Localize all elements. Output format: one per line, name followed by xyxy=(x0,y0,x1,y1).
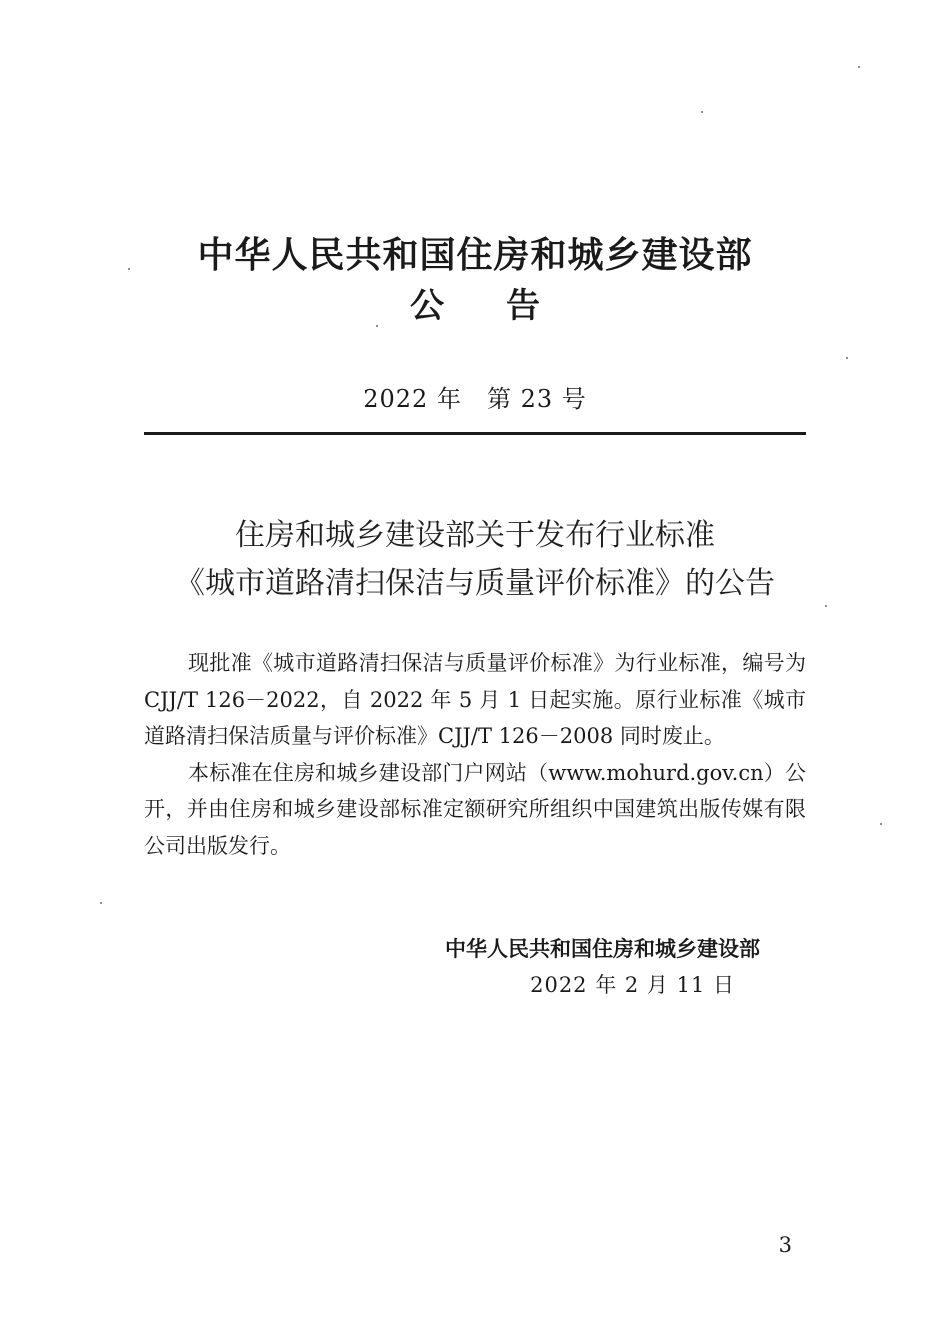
notice-title xyxy=(0,282,950,330)
signature-date: 2022 年 2 月 11 日 xyxy=(530,973,735,997)
body-paragraph-2: 本标准在住房和城乡建设部门户网站（www.mohurd.gov.cn）公开，并由住房和城乡建设部标准定额研究所组织中国建筑出版传媒有限公司出版发行。 xyxy=(144,760,806,858)
notice-number: 2022 年 第 23 号 xyxy=(363,385,587,413)
document-heading-line-2: 《城市道路清扫保洁与质量评价标准》的公告 xyxy=(175,566,775,601)
page-number: 3 xyxy=(778,1233,792,1257)
notice-title-char-2: 告 xyxy=(506,286,540,326)
document-heading-line-1: 住房和城乡建设部关于发布行业标准 xyxy=(235,518,715,553)
header-divider xyxy=(144,432,806,435)
signature-organization: 中华人民共和国住房和城乡建设部 xyxy=(445,937,760,961)
scan-speck xyxy=(701,111,703,113)
scan-speck xyxy=(376,325,378,327)
body-paragraph-1: 现批准《城市道路清扫保洁与质量评价标准》为行业标准，编号为 CJJ/T 126－2022，自 2022 年 5 月 1 日起实施。原行业标准《城市道路清扫保洁质量与评价标准》CJJ/T 126－2008 同时废止。 xyxy=(144,651,806,748)
scan-speck xyxy=(858,66,860,68)
scan-speck xyxy=(880,823,882,825)
scan-speck xyxy=(100,902,102,904)
body-text xyxy=(144,645,806,864)
document-heading xyxy=(0,512,950,608)
scan-speck xyxy=(825,605,827,607)
notice-title-char-1: 公 xyxy=(410,286,444,326)
scan-speck xyxy=(128,268,130,270)
scan-speck xyxy=(846,357,848,359)
ministry-title: 中华人民共和国住房和城乡建设部 xyxy=(197,235,753,276)
